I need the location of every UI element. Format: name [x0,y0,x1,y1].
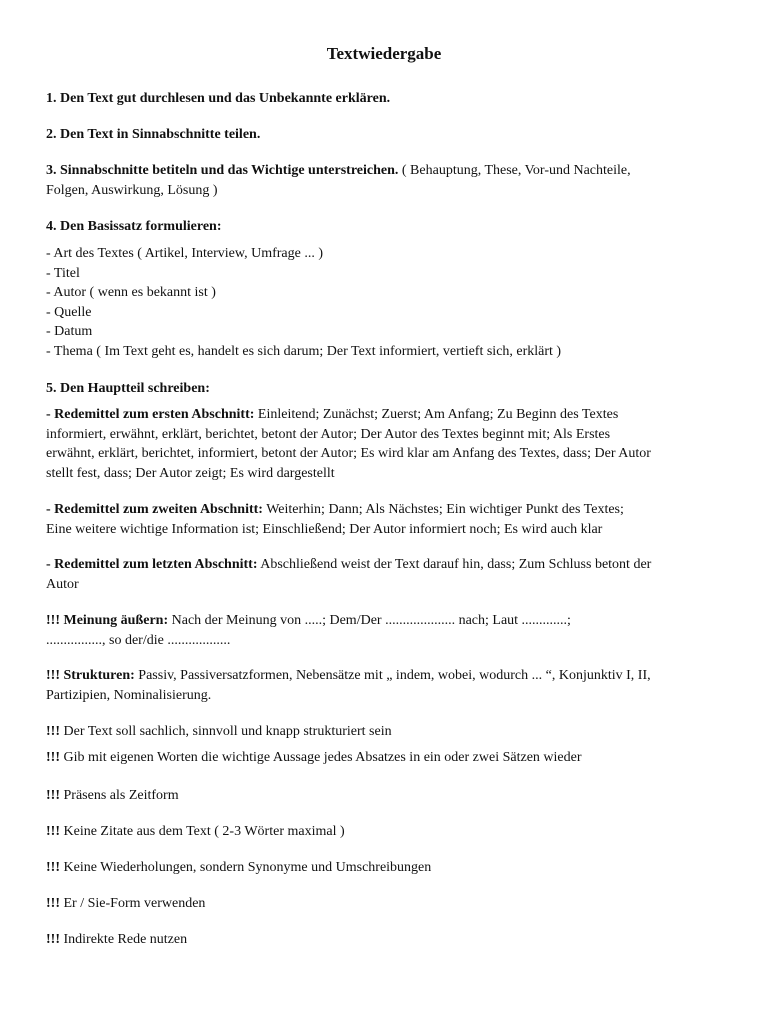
step-3-heading: 3. Sinnabschnitte betiteln und das Wichtige unterstreichen. [46,163,399,178]
step-3-text-line2: Folgen, Auswirkung, Lösung ) [46,182,218,198]
redemittel-last-line: Autor [46,576,79,592]
note-text: Keine Wiederholungen, sondern Synonyme und Umschreibungen [60,860,432,875]
redemittel-last-text: Abschließend weist der Text darauf hin, dass; Zum Schluss betont der [257,557,652,572]
redemittel-first [46,405,730,483]
exclamation-mark: !!! [46,824,60,839]
redemittel-second-label: - Redemittel zum zweiten Abschnitt: [46,502,263,517]
list-item: - Titel [46,265,80,281]
list-item: - Art des Textes ( Artikel, Interview, Umfrage ... ) [46,246,323,261]
note-text: Indirekte Rede nutzen [60,932,188,947]
redemittel-last [46,555,730,594]
redemittel-first-line: stellt fest, dass; Der Autor zeigt; Es wird dargestellt [46,465,335,481]
redemittel-last-label: - Redemittel zum letzten Abschnitt: [46,557,258,572]
meinung-label: !!! Meinung äußern: [46,613,169,628]
redemittel-first-line: erwähnt, erklärt, berichtet, informiert, betont der Autor; Es wird klar am Anfang des Textes, dass; Der Autor [46,446,651,461]
redemittel-first-label: - Redemittel zum ersten Abschnitt: [46,407,255,422]
note-item [46,894,730,914]
basissatz-list [46,244,730,361]
note-item [46,822,730,842]
note-item [46,858,730,878]
redemittel-first-line: informiert, erwähnt, erklärt, berichtet, betont der Autor; Der Autor des Textes beginnt mit; Als Erstes [46,426,611,442]
strukturen-text: Passiv, Passiversatzformen, Nebensätze mit „ indem, wobei, wodurch ... “, Konjunktiv I, II, [134,668,651,683]
document-title: Textwiedergabe [326,44,442,63]
strukturen-label: !!! Strukturen: [46,668,135,683]
exclamation-mark: !!! [46,788,60,803]
note-item [46,930,730,950]
exclamation-mark: !!! [46,896,60,911]
exclamation-mark: !!! [46,860,60,875]
meinung-text: Nach der Meinung von .....; Dem/Der .................... nach; Laut .............; [168,613,571,628]
note-item [46,748,730,768]
meinung-line: ................, so der/die .................. [46,632,231,648]
step-3 [46,161,730,200]
note-text: Präsens als Zeitform [60,788,179,803]
list-item: - Autor ( wenn es bekannt ist ) [46,285,216,300]
list-item: - Thema ( Im Text geht es, handelt es sich darum; Der Text informiert, vertieft sich, erklärt ) [46,343,562,359]
list-item: - Datum [46,324,93,339]
exclamation-mark: !!! [46,724,60,739]
step-4-heading: 4. Den Basissatz formulieren: [46,219,222,234]
step-2: 2. Den Text in Sinnabschnitte teilen. [46,127,261,142]
meinung-aeussern [46,611,730,650]
exclamation-mark: !!! [46,750,60,765]
redemittel-second [46,500,730,539]
note-text: Der Text soll sachlich, sinnvoll und knapp strukturiert sein [60,724,392,739]
note-item [46,786,730,806]
redemittel-second-text: Weiterhin; Dann; Als Nächstes; Ein wichtiger Punkt des Textes; [262,502,624,517]
note-item [46,722,730,742]
step-3-text: ( Behauptung, These, Vor-und Nachteile, [398,163,631,178]
redemittel-second-line: Eine weitere wichtige Information ist; Einschließend; Der Autor informiert noch; Es wird auch klar [46,521,603,537]
note-text: Keine Zitate aus dem Text ( 2-3 Wörter maximal ) [60,824,345,839]
exclamation-mark: !!! [46,932,60,947]
step-5-heading: 5. Den Hauptteil schreiben: [46,381,210,396]
step-1: 1. Den Text gut durchlesen und das Unbekannte erklären. [46,91,391,106]
note-text: Gib mit eigenen Worten die wichtige Aussage jedes Absatzes in ein oder zwei Sätzen wieder [60,750,582,765]
strukturen-line: Partizipien, Nominalisierung. [46,687,212,703]
redemittel-first-text: Einleitend; Zunächst; Zuerst; Am Anfang; Zu Beginn des Textes [254,407,619,422]
list-item: - Quelle [46,304,92,320]
strukturen [46,666,730,705]
note-text: Er / Sie-Form verwenden [60,896,206,911]
